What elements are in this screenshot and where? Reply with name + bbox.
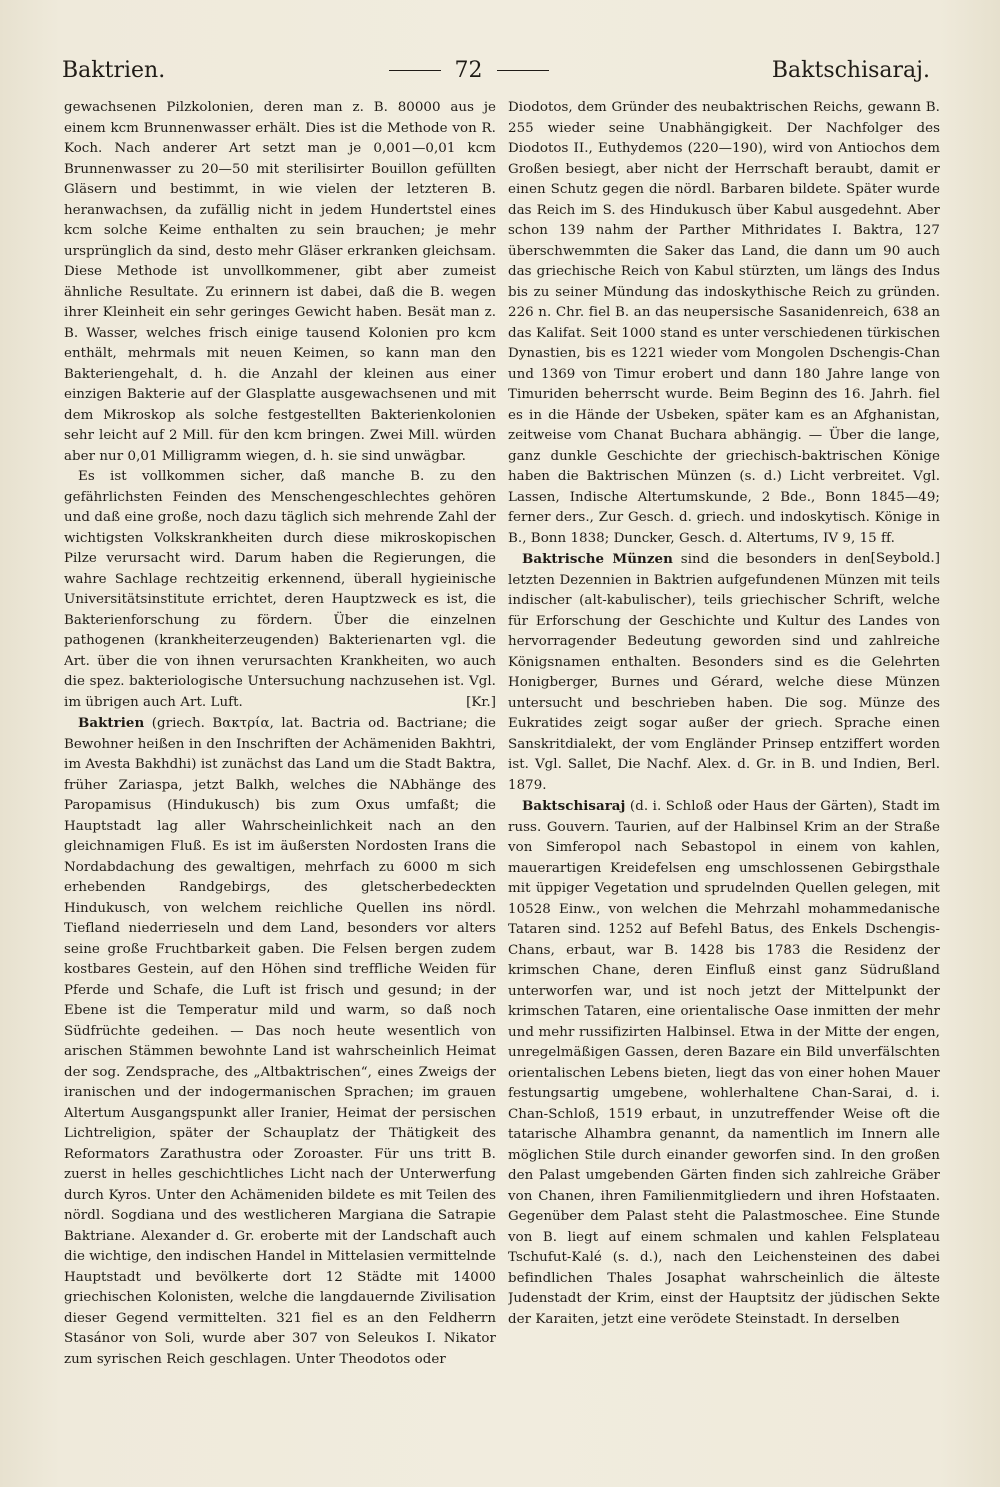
entry-headword: Baktrische Münzen	[522, 551, 673, 567]
header-rule-right	[497, 70, 549, 71]
header-rule-left	[389, 70, 441, 71]
entry-headword: Baktschisaraj	[522, 798, 626, 814]
page-header	[62, 52, 930, 88]
running-head-left: Baktrien.	[62, 57, 166, 83]
author-signature: [Kr.]	[466, 694, 496, 710]
paragraph-text: gewachsenen Pilzkolonien, deren man z. B. 80000 aus je einem kcm Brunnenwasser erhält. Dies ist die Methode von R. Koch. Nach anderer Art setzt man je 0,001—0,01 kcm Brunnenwasser zu 20—50 mit sterilisirter Bouillon gefüllten Gläsern und bestimmt, in wie vielen der letzteren B. heranwachsen, da zufällig nicht in jedem Hundertstel eines kcm solche Keime enthalten zu sein brauchen; je mehr ursprünglich da sind, desto mehr Gläser erkranken gleichsam. Diese Methode ist unvollkommener, gibt aber zumeist ähnliche Resultate. Zu erinnern ist dabei, daß die B. wegen ihrer Kleinheit ein sehr geringes Gewicht haben. Besät man z. B. Wasser, welches frisch einige tausend Kolonien pro kcm enthält, mehrmals mit neuen Keimen, so kann man den Bakteriengehalt, d. h. die Anzahl der kleinen aus einer einzigen Bakterie auf der Glasplatte ausgewachsenen und mit dem Mikroskop als solche festgestellten Bakterienkolonien sehr leicht auf 2 Mill. für den kcm bringen. Zwei Mill. würden aber nur 0,01 Milligramm wiegen, d. h. sie sind unwägbar.	[64, 100, 496, 464]
paragraph-text: Diodotos, dem Gründer des neubaktrischen Reichs, gewann B. 255 wieder seine Unabhängigkeit. Der Nachfolger des Diodotos II., Euthydemos (220—190), wird von Antiochos dem Großen besiegt, aber nicht der Herrschaft beraubt, damit er einen Schutz gegen die nördl. Barbaren bildete. Später wurde das Reich im S. des Hindukusch über Kabul ausgedehnt. Aber schon 139 nahm der Parther Mithridates I. Baktra, 127 überschwemmten die Saker das Land, die dann um 90 auch das griechische Reich von Kabul stürzten, um längs des Indus bis zu seiner Mündung das indoskythische Reich zu gründen. 226 n. Chr. fiel B. an das neupersische Sasanidenreich, 638 an das Kalifat. Seit 1000 stand es unter verschiedenen türkischen Dynastien, bis es 1221 wieder vom Mongolen Dschengis-Chan und 1369 von Timur erobert und dann 180 Jahre lange von Timuriden beherrscht wurde. Beim Beginn des 16. Jahrh. fiel es in die Hände der Usbeken, später kam es an Afghanistan, zeitweise vom Chanat Buchara abhängig. — Über die lange, ganz dunkle Geschichte der griechisch-baktrischen Könige haben die Baktrischen Münzen (s. d.) Licht verbreitet. Vgl. Lassen, Indische Altertumskunde, 2 Bde., Bonn 1845—49; ferner ders., Zur Gesch. d. griech. und indoskytisch. Könige in B., Bonn 1838; Duncker, Gesch. d. Altertums, IV 9, 15 ff.	[508, 100, 940, 546]
page-number-group	[389, 58, 549, 83]
author-signature: [Seybold.]	[870, 551, 940, 566]
page-number: 72	[454, 57, 483, 83]
entry-paragraph	[64, 713, 496, 1370]
entry-headword: Baktrien	[78, 715, 145, 731]
paragraph-text: (griech. Βακτρία, lat. Bactria od. Bactriane; die Bewohner heißen in den Inschriften der Achämeniden Bakhtri, im Avesta Bakhdhi) ist zunächst das Land um die Stadt Baktra, früher Zariaspa, jetzt Balkh, welches die NAbhänge des Paropamisus (Hindukusch) bis zum Oxus umfaßt; die Hauptstadt lag aller Wahrscheinlichkeit nach an den gleichnamigen Fluß. Es ist im äußersten Nordosten Irans die Nordabdachung des gewaltigen, mehrfach zu 6000 m sich erhebenden Randgebirgs, des gletscherbedeckten Hindukusch, von welchem reichliche Quellen ins nördl. Tiefland niederrieseln und dem Land, besonders vor alters seine große Fruchtbarkeit gaben. Die Felsen bergen zudem kostbares Gestein, auf den Höhen sind treffliche Weiden für Pferde und Schafe, die Luft ist frisch und gesund; in der Ebene ist die Temperatur mild und warm, so daß noch Südfrüchte gedeihen. — Das noch heute wesentlich von arischen Stämmen bewohnte Land ist wahrscheinlich Heimat der sog. Zendsprache, des „Altbaktrischen“, eines Zweigs der iranischen und der indogermanischen Sprachen; im grauen Altertum Ausgangspunkt aller Iranier, Heimat der persischen Lichtreligion, später der Schauplatz der Thätigkeit des Reformators Zarathustra oder Zoroaster. Für uns tritt B. zuerst in helles geschichtliches Licht nach der Unterwerfung durch Kyros. Unter den Achämeniden bildete es mit Teilen des nördl. Sogdiana und des westlicheren Margiana die Satrapie Baktriane. Alexander d. Gr. eroberte mit der Landschaft auch die wichtige, den indischen Handel in Mittelasien vermittelnde Hauptstadt und bevölkerte dort 12 Städte mit 14000 griechischen Kolonisten, welche die langdauernde Zivilisation dieser Gegend vermittelten. 321 fiel es an den Feldherrn Stasánor von Soli, wurde aber 307 von Seleukos I. Nikator zum syrischen Reich geschlagen. Unter Theodotos oder	[64, 716, 496, 1367]
paragraph	[64, 467, 496, 713]
paragraph-text: Es ist vollkommen sicher, daß manche B. zu den gefährlichsten Feinden des Menschengeschlechtes gehören und daß eine große, noch dazu täglich sich mehrende Zahl der wichtigsten Volkskrankheiten durch diese mikroskopischen Pilze verursacht wird. Darum haben die Regierungen, die wahre Sachlage rechtzeitig erkennend, überall hygieinische Universitätsinstitute errichtet, deren Hauptzweck es ist, die Bakterienforschung zu fördern. Über die einzelnen pathogenen (krankheiterzeugenden) Bakterienarten vgl. die Art. über die von ihnen verursachten Krankheiten, wo auch die spez. bakteriologische Untersuchung nachzusehen ist. Vgl. im übrigen auch Art. Luft.	[64, 469, 496, 710]
paragraph-text: (d. i. Schloß oder Haus der Gärten), Stadt im russ. Gouvern. Taurien, auf der Halbinsel Krim an der Straße von Simferopol nach Sebastopol in einem von kahlen, mauerartigen Kreidefelsen eng umschlossenen Gebirgsthale mit üppiger Vegetation und sprudelnden Quellen gelegen, mit 10528 Einw., von welchen die Mehrzahl mohammedanische Tataren sind. 1252 auf Befehl Batus, des Enkels Dschengis-Chans, erbaut, war B. 1428 bis 1783 die Residenz der krimschen Chane, deren Einfluß einst ganz Südrußland unterworfen war, und ist noch jetzt der Mittelpunkt der krimschen Tataren, eine orientalische Oase inmitten der mehr und mehr russifizirten Halbinsel. Etwa in der Mitte der engen, unregelmäßigen Gassen, deren Bazare ein Bild unverfälschten orientalischen Lebens bieten, liegt das von einer hohen Mauer festungsartig umgebene, wohlerhaltene Chan-Sarai, d. i. Chan-Schloß, 1519 erbaut, in unzutreffender Weise oft die tatarische Alhambra genannt, da namentlich im Innern alle möglichen Stile durch einander geworfen sind. In den großen den Palast umgebenden Gärten finden sich zahlreiche Gräber von Chanen, ihren Familienmitgliedern und ihren Hofstaaten. Gegenüber dem Palast steht die Palastmoschee. Eine Stunde von B. liegt auf einem schmalen und kahlen Felsplateau Tschufut-Kalé (s. d.), nach den Leichensteinen des dabei befindlichen Thales Josaphat wahrscheinlich die älteste Judenstadt der Krim, einst der Hauptsitz der jüdischen Sekte der Karaiten, jetzt eine verödete Steinstadt. In derselben	[508, 799, 940, 1327]
entry-paragraph	[508, 549, 940, 796]
entry-paragraph	[508, 796, 940, 1330]
paragraph-text: sind die besonders in den letzten Dezennien in Baktrien aufgefundenen Münzen mit teils indischer (alt-kabulischer), teils griechischer Schrift, welche für Erforschung der Geschichte und Kultur des Landes von hervorragender Bedeutung geworden sind und zahlreiche Königsnamen enthalten. Besonders sind es die Gelehrten Honigberger, Burnes und Gérard, welche diese Münzen untersucht und beschrieben haben. Die sog. Münze des Eukratides zeigt sogar außer der griech. Sprache einen Sanskritdialekt, der vom Engländer Prinsep entziffert worden ist. Vgl. Sallet, Die Nachf. Alex. d. Gr. in B. und Indien, Berl. 1879.	[508, 552, 940, 793]
running-head-right: Baktschisaraj.	[771, 57, 930, 83]
paragraph	[64, 98, 496, 467]
left-column	[64, 98, 496, 1438]
right-column	[508, 98, 940, 1438]
